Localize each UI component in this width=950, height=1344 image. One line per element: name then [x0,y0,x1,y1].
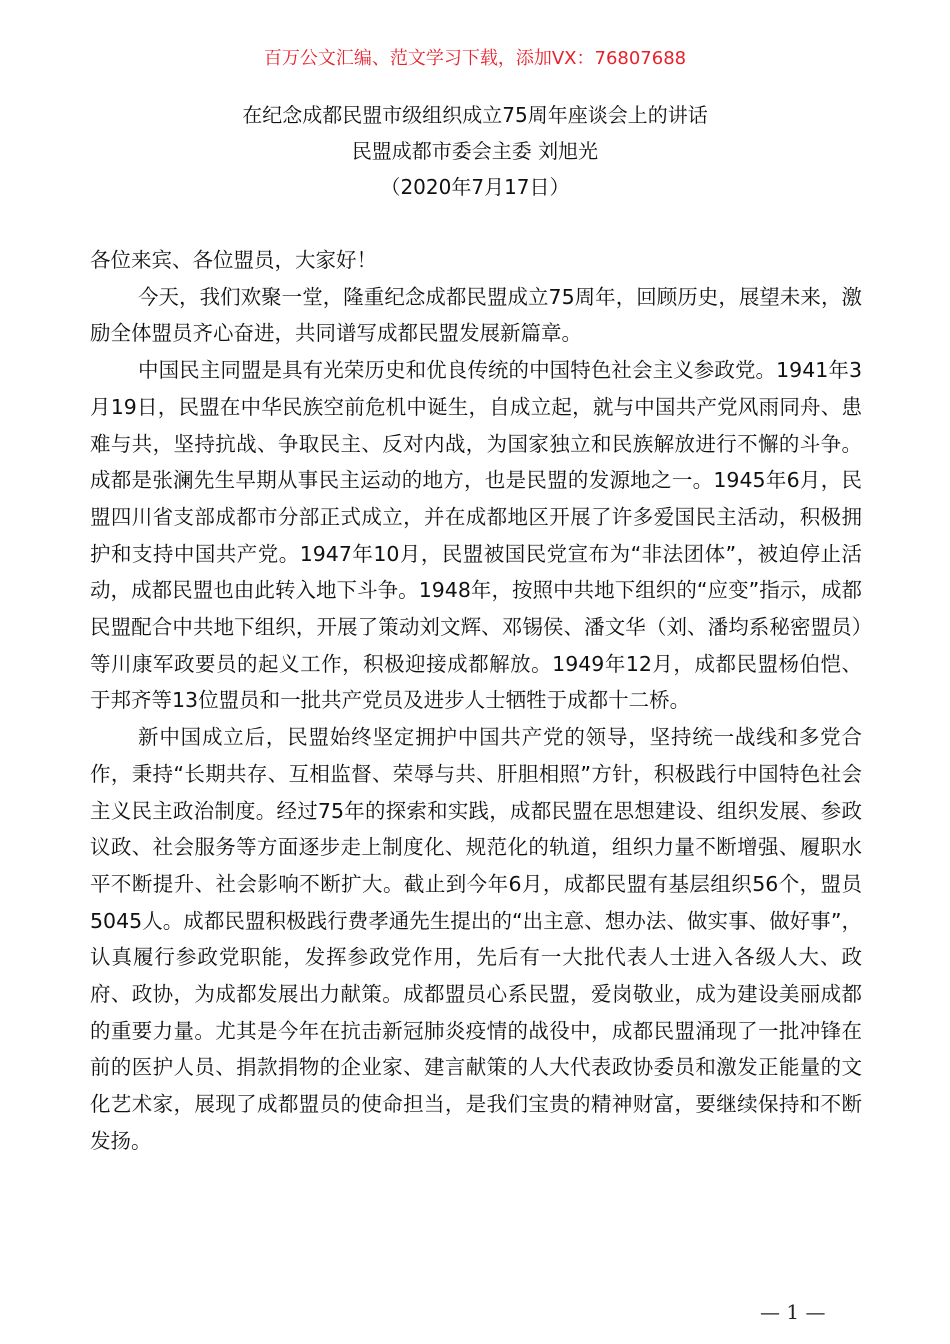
document-date: （2020年7月17日） [380,175,570,199]
page-number: — 1 — [760,1300,826,1324]
watermark-banner: 百万公文汇编、范文学习下载，添加VX：76807688 [263,48,687,69]
paragraph: 中国民主同盟是具有光荣历史和优良传统的中国特色社会主义参政党。1941年3月19日，民盟在中华民族空前危机中诞生，自成立起，就与中国共产党风雨同舟、患难与共，坚持抗战、争取民主、反对内战，为国家独立和民族解放进行不懈的斗争。成都是张澜先生早期从事民主运动的地方，也是民盟的发源地之一。1945年6月，民盟四川省支部成都市分部正式成立，并在成都地区开展了许多爱国民主活动，积极拥护和支持中国共产党。1947年10月，民盟被国民党宣布为“非法团体”，被迫停止活动，成都民盟也由此转入地下斗争。1948年，按照中共地下组织的“应变”指示，成都民盟配合中共地下组织，开展了策动刘文辉、邓锡侯、潘文华（刘、潘均系秘密盟员）等川康军政要员的起义工作，积极迎接成都解放。1949年12月，成都民盟杨伯恺、于邦齐等13位盟员和一批共产党员及进步人士牺牲于成都十二桥。 [90,358,862,713]
salutation: 各位来宾、各位盟员，大家好！ [90,248,377,272]
document-body [90,242,862,1160]
paragraph: 今天，我们欢聚一堂，隆重纪念成都民盟成立75周年，回顾历史，展望未来，激励全体盟员齐心奋进，共同谱写成都民盟发展新篇章。 [90,284,862,346]
document-author: 民盟成都市委会主委 刘旭光 [351,139,599,163]
document-header [0,97,950,205]
paragraph: 新中国成立后，民盟始终坚定拥护中国共产党的领导，坚持统一战线和多党合作，秉持“长期共存、互相监督、荣辱与共、肝胆相照”方针，积极践行中国特色社会主义民主政治制度。经过75年的探索和实践，成都民盟在思想建设、组织发展、参政议政、社会服务等方面逐步走上制度化、规范化的轨道，组织力量不断增强、履职水平不断提升、社会影响不断扩大。截止到今年6月，成都民盟有基层组织56个，盟员5045人。成都民盟积极践行费孝通先生提出的“出主意、想办法、做实事、做好事”，认真履行参政党职能，发挥参政党作用，先后有一大批代表人士进入各级人大、政府、政协，为成都发展出力献策。成都盟员心系民盟，爱岗敬业，成为建设美丽成都的重要力量。尤其是今年在抗击新冠肺炎疫情的战役中，成都民盟涌现了一批冲锋在前的医护人员、捐款捐物的企业家、建言献策的人大代表政协委员和激发正能量的文化艺术家，展现了成都盟员的使命担当，是我们宝贵的精神财富，要继续保持和不断发扬。 [90,725,862,1153]
document-title: 在纪念成都民盟市级组织成立75周年座谈会上的讲话 [242,103,708,127]
